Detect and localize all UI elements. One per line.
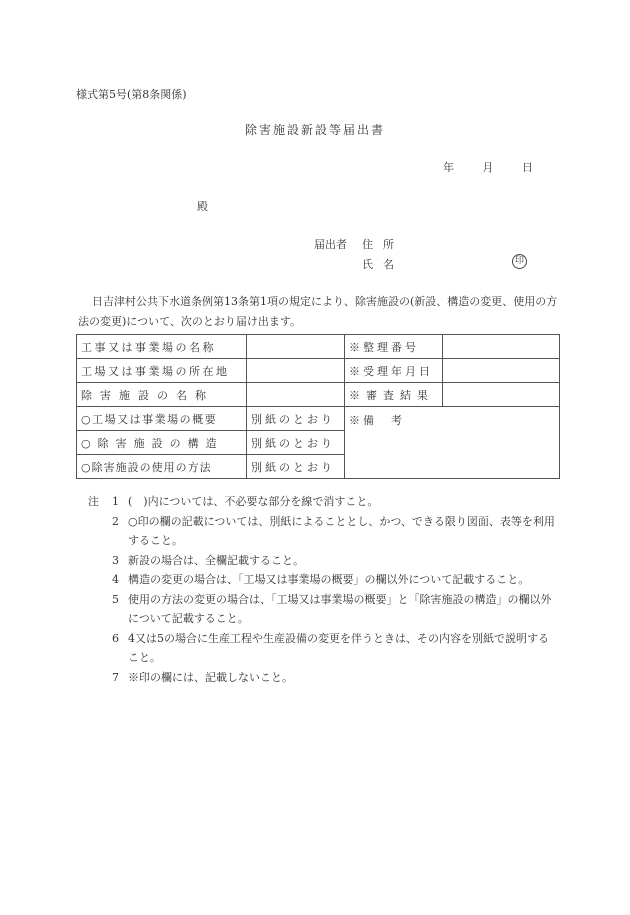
note-number: 4	[112, 573, 119, 586]
note-text: ○印の欄の記載については、別紙によることとし、かつ、できる限り図面、表等を利用すること。	[128, 514, 555, 547]
day-label: 日	[522, 161, 533, 174]
row-value-field[interactable]	[247, 359, 345, 383]
application-table	[76, 334, 560, 479]
note-item	[88, 590, 558, 629]
office-value-field[interactable]	[443, 383, 560, 407]
notes-section	[88, 492, 558, 687]
remarks-label: ※備 考	[349, 414, 405, 427]
year-label: 年	[443, 161, 454, 174]
table-row	[77, 359, 560, 383]
note-number: 1	[112, 495, 119, 508]
address-label: 住所	[362, 238, 404, 251]
office-value-field[interactable]	[443, 335, 560, 359]
row-value-field[interactable]	[247, 335, 345, 359]
office-label: ※審査結果	[345, 383, 443, 407]
date-line	[443, 159, 533, 175]
note-item	[88, 512, 558, 551]
note-number: 7	[112, 670, 119, 684]
note-text: 新設の場合は、全欄記載すること。	[128, 553, 304, 567]
note-text: ※印の欄には、記載しないこと。	[128, 670, 293, 684]
row-value: 別紙のとおり	[247, 407, 345, 431]
addressee-suffix: 殿	[197, 200, 208, 213]
note-number: 6	[112, 631, 119, 645]
note-text: 4又は5の場合に生産工程や生産設備の変更を伴うときは、その内容を別紙で説明すること。	[128, 631, 549, 664]
row-value: 別紙のとおり	[247, 431, 345, 455]
row-label: ○除害施設の使用の方法	[77, 455, 247, 479]
submitter-label: 届出者	[314, 238, 347, 251]
row-label: 工場又は事業場の所在地	[77, 359, 247, 383]
month-label: 月	[482, 161, 494, 174]
note-item	[88, 551, 558, 571]
note-number: 3	[112, 553, 119, 567]
row-value-field[interactable]	[247, 383, 345, 407]
note-number: 2	[112, 514, 119, 528]
office-label: ※整理番号	[345, 335, 443, 359]
seal-icon: 印	[512, 254, 527, 269]
note-item	[88, 668, 558, 688]
note-number: 5	[112, 592, 119, 606]
document-title: 除害施設新設等届出書	[244, 123, 385, 137]
form-number: 様式第5号(第8条関係)	[76, 88, 187, 101]
intro-paragraph: 日吉津村公共下水道条例第13条第1項の規定により、除害施設の(新設、構造の変更、使用の方法の変更)について、次のとおり届け出ます。	[78, 295, 558, 328]
row-label: ○除害施設の構造	[77, 431, 247, 455]
table-row	[77, 335, 560, 359]
remarks-cell[interactable]	[345, 407, 560, 479]
table-row	[77, 383, 560, 407]
note-item	[88, 570, 558, 590]
note-text: 構造の変更の場合は、「工場又は事業場の概要」の欄以外について記載すること。	[128, 573, 530, 586]
notes-heading: 注	[88, 495, 99, 508]
note-item	[88, 492, 558, 512]
office-value-field[interactable]	[443, 359, 560, 383]
name-label: 氏名	[362, 258, 404, 271]
row-value: 別紙のとおり	[247, 455, 345, 479]
row-label: 工事又は事業場の名称	[77, 335, 247, 359]
note-item	[88, 629, 558, 668]
table-row	[77, 407, 560, 431]
note-text: 使用の方法の変更の場合は、「工場又は事業場の概要」と「除害施設の構造」の欄以外について記載すること。	[128, 592, 552, 625]
row-label: ○工場又は事業場の概要	[77, 407, 247, 431]
office-label: ※受理年月日	[345, 359, 443, 383]
note-text: ( )内については、不必要な部分を線で消すこと。	[128, 495, 379, 508]
row-label: 除害施設の名称	[77, 383, 247, 407]
